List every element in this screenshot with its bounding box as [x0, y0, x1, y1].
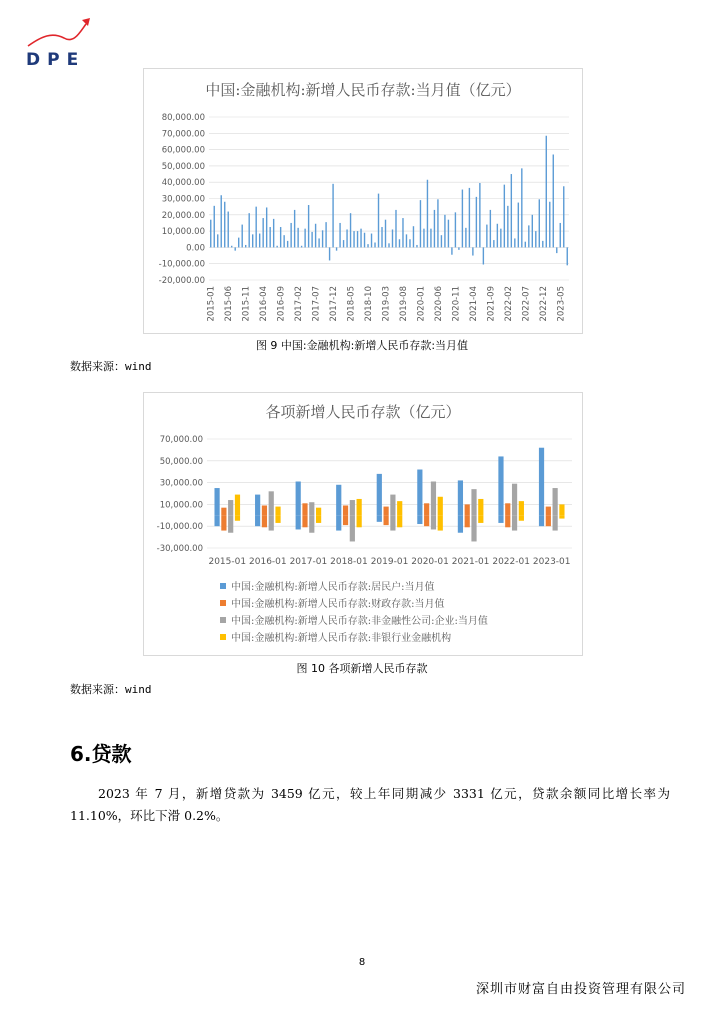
- chart9-bar: [451, 247, 452, 254]
- chart10-bar: [478, 499, 483, 515]
- chart10-bar: [424, 515, 429, 526]
- chart10-bar: [357, 499, 362, 515]
- chart9-bar: [273, 219, 274, 248]
- chart9-bar: [563, 186, 564, 247]
- figure9-chart: [143, 68, 583, 334]
- chart10-bar: [431, 482, 436, 516]
- chart9-bar: [493, 240, 494, 247]
- chart10-bar: [458, 480, 463, 515]
- chart9-bar: [549, 202, 550, 248]
- chart9-bar: [532, 215, 533, 248]
- chart9-bar: [504, 185, 505, 248]
- chart9-xtick-label: 2022-12: [538, 286, 549, 322]
- chart10-bar: [417, 470, 422, 516]
- chart9-bar: [325, 222, 326, 247]
- chart9-xtick-label: 2016-04: [259, 286, 270, 322]
- chart10-bar: [214, 515, 219, 526]
- chart9-bar: [469, 188, 470, 247]
- chart10-bar: [255, 515, 260, 526]
- chart9-bar: [210, 220, 211, 248]
- chart9-bar: [472, 247, 473, 255]
- chart9-bar: [248, 213, 249, 247]
- chart10-bar: [235, 495, 240, 516]
- chart9-ytick-label: 30,000.00: [161, 194, 205, 205]
- chart9-bar: [297, 228, 298, 248]
- chart10-bar: [505, 515, 510, 527]
- chart9-bar: [311, 232, 312, 247]
- chart9-bar: [217, 234, 218, 247]
- chart9-bar: [514, 238, 515, 247]
- chart9-xtick-label: 2018-10: [364, 286, 375, 322]
- chart9-bar: [423, 229, 424, 248]
- chart10-bar: [397, 501, 402, 515]
- chart9-bar: [448, 220, 449, 248]
- chart9-bar: [462, 190, 463, 248]
- chart9-bar: [343, 240, 344, 247]
- chart10-xtick-label: 2023-01: [532, 557, 571, 567]
- chart10-bar: [275, 507, 280, 516]
- chart10-bar: [478, 515, 483, 523]
- chart9-bar: [476, 197, 477, 248]
- chart9-xtick-label: 2023-05: [556, 286, 567, 322]
- legend-item: [220, 611, 488, 628]
- chart9-xtick-label: 2017-07: [311, 286, 322, 322]
- chart10-bar: [309, 502, 314, 515]
- chart9-bar: [406, 234, 407, 247]
- chart10-bar: [221, 515, 226, 530]
- figure10-caption: 图 10 各项新增人民币存款: [296, 662, 428, 675]
- footer-company: 深圳市财富自由投资管理有限公司: [475, 982, 686, 997]
- chart10-title: 各项新增人民币存款（亿元）: [265, 403, 461, 421]
- chart10-bar: [512, 484, 517, 516]
- chart10-ytick-label: 10,000.00: [159, 500, 203, 511]
- chart9-bar: [346, 229, 347, 247]
- chart9-bar: [381, 227, 382, 247]
- chart9-ytick-label: 50,000.00: [161, 161, 205, 172]
- chart9-ytick-label: 80,000.00: [161, 113, 205, 123]
- chart10-bar: [235, 515, 240, 520]
- chart9-xtick-label: 2015-06: [224, 286, 235, 322]
- chart9-bar: [301, 246, 302, 248]
- chart9-xtick-label: 2020-11: [451, 286, 462, 322]
- chart10-bar: [221, 508, 226, 516]
- chart9-bar: [420, 200, 421, 247]
- chart9-bar: [332, 184, 333, 248]
- chart10-bar: [228, 500, 233, 515]
- chart10-bar: [471, 515, 476, 541]
- chart9-bar: [245, 245, 246, 247]
- chart9-bar: [441, 235, 442, 247]
- chart10-xtick-label: 2022-01: [492, 557, 530, 567]
- chart10-bar: [458, 515, 463, 532]
- chart9-bar: [235, 247, 236, 250]
- chart10-bar: [471, 489, 476, 515]
- chart10-bar: [512, 515, 517, 530]
- chart9-bar: [269, 227, 270, 247]
- chart9-bar: [392, 229, 393, 247]
- legend-item: [220, 628, 488, 645]
- chart9-bar: [262, 218, 263, 247]
- chart10-ytick-label: 50,000.00: [159, 456, 203, 467]
- legend-swatch: [220, 583, 226, 589]
- chart9-xtick-label: 2020-01: [416, 286, 427, 322]
- chart9-bar: [402, 218, 403, 247]
- page-number: 8: [358, 957, 366, 968]
- chart10-bar: [505, 503, 510, 515]
- chart10-bar: [350, 515, 355, 541]
- section-paragraph: 2023 年 7 月，新增贷款为 3459 亿元，较上年同期减少 3331 亿元，贷款余额同比增长率为 11.10%，环比下滑 0.2%。: [70, 786, 670, 823]
- chart9-bar: [329, 247, 330, 260]
- chart9-bar: [535, 231, 536, 247]
- chart9-xtick-label: 2017-02: [294, 286, 305, 322]
- chart9-bar: [567, 247, 568, 265]
- chart10-bar: [214, 488, 219, 515]
- chart10-bar: [269, 491, 274, 515]
- chart10-bar: [546, 507, 551, 516]
- chart9-bar: [497, 224, 498, 248]
- chart10-bar: [559, 515, 564, 518]
- chart10-bar: [255, 495, 260, 516]
- chart9-bar: [416, 245, 417, 247]
- figure9-caption: 图 9 中国:金融机构:新增人民币存款:当月值: [255, 339, 469, 352]
- chart9-bar: [364, 233, 365, 248]
- chart9-bar: [525, 242, 526, 248]
- chart10-bar: [438, 515, 443, 530]
- chart9-bar: [318, 238, 319, 247]
- chart10-bar: [228, 515, 233, 532]
- chart9-ytick-label: 40,000.00: [161, 178, 205, 189]
- chart10-bar: [559, 504, 564, 515]
- chart9-bar: [308, 205, 309, 247]
- chart10-xtick-label: 2018-01: [330, 557, 368, 567]
- chart9-bar: [224, 202, 225, 248]
- chart10-bar: [519, 501, 524, 515]
- chart10-bar: [519, 515, 524, 520]
- chart10-bar: [384, 507, 389, 516]
- chart9-bar: [518, 203, 519, 248]
- chart10-bar: [390, 515, 395, 530]
- chart10-bar: [275, 515, 280, 523]
- chart9-bar: [339, 223, 340, 247]
- company-logo: [24, 14, 104, 70]
- chart10-bar: [343, 515, 348, 525]
- chart9-bar: [560, 223, 561, 247]
- chart9-bar: [521, 168, 522, 247]
- chart9-bar: [528, 225, 529, 247]
- chart9-bar: [399, 239, 400, 247]
- chart9-bar: [486, 225, 487, 248]
- chart9-ytick-label: -20,000.00: [158, 276, 205, 286]
- chart9-bar: [556, 247, 557, 253]
- chart9-xtick-label: 2022-07: [521, 286, 532, 322]
- chart9-bar: [437, 199, 438, 247]
- chart9-ytick-label: -10,000.00: [158, 259, 205, 270]
- chart9-bar: [357, 231, 358, 247]
- chart9-bar: [221, 195, 222, 247]
- chart10-xtick-label: 2015-01: [208, 557, 247, 567]
- chart10-bar: [397, 515, 402, 527]
- chart10-bar: [546, 515, 551, 526]
- chart9-bar: [427, 180, 428, 248]
- chart9-bar: [290, 223, 291, 247]
- chart9-bar: [395, 210, 396, 247]
- chart9-bar: [374, 243, 375, 248]
- chart10-xtick-label: 2017-01: [289, 557, 328, 567]
- chart10-bar: [465, 515, 470, 527]
- chart9-xtick-label: 2015-11: [241, 286, 252, 322]
- chart10-bar: [336, 515, 341, 530]
- chart9-bar: [483, 247, 484, 264]
- chart9-bar: [490, 210, 491, 247]
- chart9-xtick-label: 2018-05: [346, 286, 357, 322]
- legend-item: [220, 577, 488, 594]
- section-title: 6.贷款: [70, 742, 132, 766]
- chart9-bar: [542, 241, 543, 248]
- chart9-bar: [367, 244, 368, 247]
- chart9-bar: [360, 229, 361, 248]
- chart9-bar: [252, 234, 253, 247]
- chart10-bar: [377, 474, 382, 515]
- chart10-bar: [498, 456, 503, 515]
- legend-label: 中国:金融机构:新增人民币存款:居民户:当月值: [231, 582, 435, 593]
- chart10-bar: [296, 515, 301, 529]
- chart9-ytick-label: 60,000.00: [161, 145, 205, 156]
- legend-swatch: [220, 600, 226, 606]
- chart9-bar: [385, 220, 386, 248]
- chart9-bar: [434, 210, 435, 247]
- chart10-bar: [302, 503, 307, 515]
- chart10-bar: [553, 515, 558, 530]
- chart10-ytick-label: -10,000.00: [156, 522, 203, 533]
- chart9-bar: [322, 230, 323, 247]
- chart9-xtick-label: 2019-08: [398, 286, 409, 322]
- chart9-bar: [378, 194, 379, 248]
- chart9-xtick-label: 2015-01: [206, 286, 217, 322]
- chart10-bar: [498, 515, 503, 523]
- chart9-bar: [546, 136, 547, 248]
- chart9-bar: [350, 213, 351, 247]
- chart10-xtick-label: 2016-01: [249, 557, 287, 567]
- chart9-xtick-label: 2022-02: [503, 286, 514, 322]
- logo-swoosh-icon: [24, 14, 104, 54]
- legend-label: 中国:金融机构:新增人民币存款:财政存款:当月值: [231, 599, 445, 610]
- chart9-ytick-label: 20,000.00: [161, 210, 205, 221]
- logo-text: DPE: [26, 50, 86, 70]
- chart9-bar: [507, 206, 508, 248]
- chart10-xtick-label: 2021-01: [451, 557, 490, 567]
- chart9-bar: [287, 241, 288, 248]
- chart9-xtick-label: 2019-03: [381, 286, 392, 322]
- chart10-bar: [424, 503, 429, 515]
- chart9-xtick-label: 2017-12: [329, 286, 340, 322]
- chart10-bar: [309, 515, 314, 532]
- chart9-bar: [553, 154, 554, 247]
- chart10-bar: [343, 505, 348, 515]
- chart9-xtick-label: 2021-09: [486, 286, 497, 322]
- chart10-ytick-label: 70,000.00: [159, 435, 203, 445]
- chart10-bar: [377, 515, 382, 522]
- chart9-bar: [259, 234, 260, 248]
- chart9-bar: [283, 235, 284, 247]
- chart10-xtick-label: 2019-01: [370, 557, 409, 567]
- chart9-bar: [276, 246, 277, 248]
- chart9-bar: [430, 229, 431, 248]
- chart10-xtick-label: 2020-01: [411, 557, 449, 567]
- chart10-bar: [336, 485, 341, 516]
- chart10-bar: [296, 482, 301, 516]
- chart9-bar: [255, 207, 256, 248]
- chart10-bar: [316, 515, 321, 523]
- figure9-source: 数据来源：wind: [70, 360, 152, 373]
- chart9-bar: [500, 229, 501, 248]
- chart9-bar: [413, 226, 414, 247]
- chart10-ytick-label: 30,000.00: [159, 478, 203, 489]
- chart10-bar: [302, 515, 307, 527]
- figure9-svg: [144, 69, 582, 333]
- chart10-bar: [262, 515, 267, 527]
- chart10-bar: [539, 448, 544, 516]
- chart9-bar: [336, 247, 337, 250]
- chart9-xtick-label: 2020-06: [433, 286, 444, 322]
- chart10-bar: [269, 515, 274, 530]
- chart10-bar: [357, 515, 362, 527]
- chart10-bar: [438, 497, 443, 516]
- chart9-bar: [511, 174, 512, 247]
- chart9-bar: [315, 224, 316, 248]
- chart9-bar: [371, 234, 372, 248]
- chart9-bar: [238, 238, 239, 248]
- chart9-bar: [539, 199, 540, 247]
- chart10-bar: [465, 504, 470, 515]
- legend-swatch: [220, 617, 226, 623]
- legend-label: 中国:金融机构:新增人民币存款:非银行业金融机构: [231, 633, 452, 644]
- chart10-bar: [539, 515, 544, 526]
- chart10-ytick-label: -30,000.00: [156, 544, 203, 554]
- chart10-bar: [431, 515, 436, 529]
- chart9-bar: [228, 212, 229, 248]
- figure10-legend: [220, 577, 488, 645]
- chart10-bar: [417, 515, 422, 524]
- chart9-bar: [353, 231, 354, 247]
- chart9-bar: [242, 225, 243, 248]
- chart9-bar: [266, 207, 267, 247]
- chart9-bar: [479, 183, 480, 247]
- legend-item: [220, 594, 488, 611]
- legend-swatch: [220, 634, 226, 640]
- chart9-xtick-label: 2021-04: [468, 286, 479, 322]
- chart9-bar: [214, 206, 215, 248]
- chart9-bar: [231, 246, 232, 248]
- chart9-bar: [304, 229, 305, 248]
- chart10-bar: [262, 505, 267, 515]
- chart9-bar: [455, 212, 456, 247]
- chart10-bar: [350, 500, 355, 515]
- chart10-bar: [316, 508, 321, 516]
- chart9-ytick-label: 70,000.00: [161, 129, 205, 140]
- chart9-bar: [444, 215, 445, 248]
- chart9-bar: [280, 227, 281, 247]
- chart9-bar: [465, 228, 466, 248]
- chart9-ytick-label: 10,000.00: [161, 227, 205, 238]
- chart9-bar: [294, 210, 295, 247]
- chart9-xtick-label: 2016-09: [276, 286, 287, 322]
- figure10-source: 数据来源：wind: [70, 683, 152, 696]
- chart10-bar: [384, 515, 389, 525]
- chart10-bar: [390, 495, 395, 516]
- chart9-bar: [388, 243, 389, 247]
- chart9-bar: [458, 247, 459, 249]
- chart9-ytick-label: 0.00: [186, 243, 205, 254]
- legend-label: 中国:金融机构:新增人民币存款:非金融性公司:企业:当月值: [231, 616, 488, 627]
- chart9-bar: [409, 239, 410, 247]
- chart10-bar: [553, 488, 558, 515]
- chart9-title: 中国:金融机构:新增人民币存款:当月值（亿元）: [205, 81, 521, 99]
